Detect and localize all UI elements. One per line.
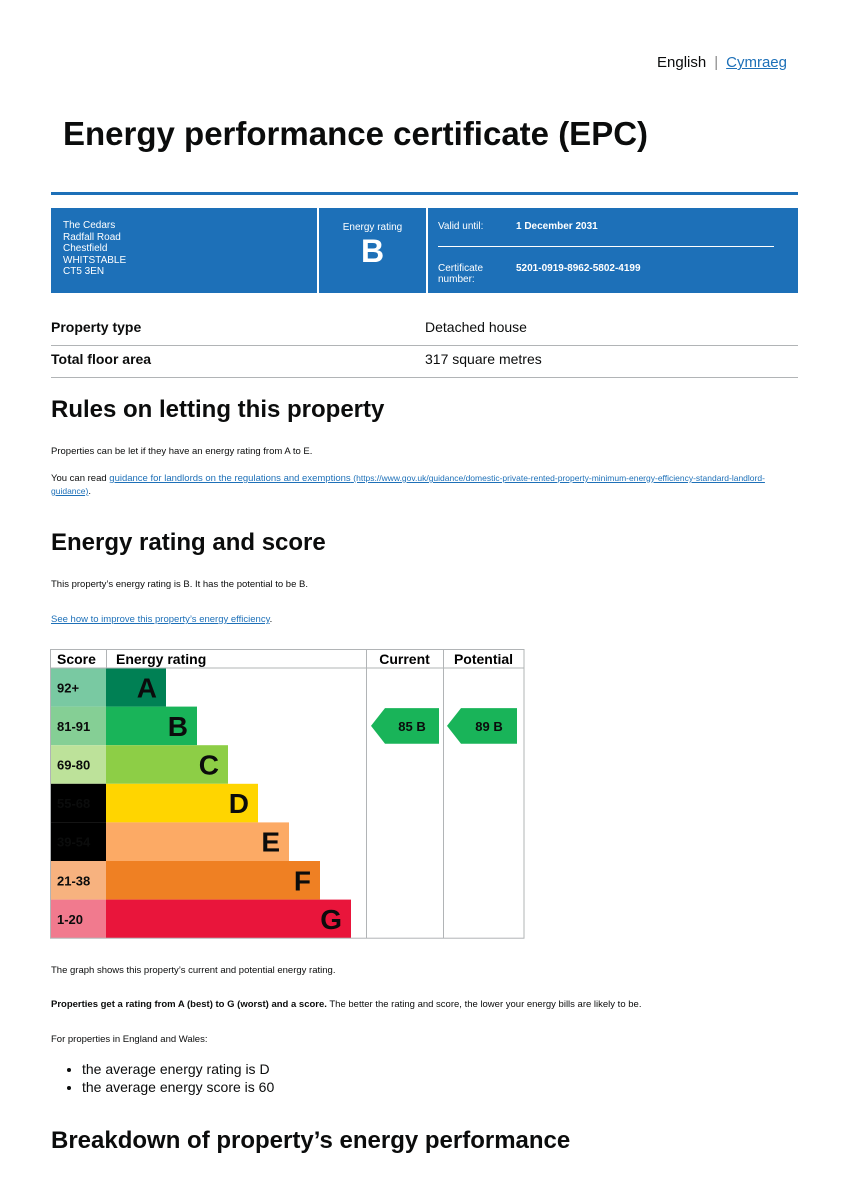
address-line: WHITSTABLE	[63, 254, 127, 266]
address-line: Chestfield	[63, 243, 108, 254]
title-divider	[51, 192, 798, 195]
property-type-label: Property type	[51, 319, 142, 335]
letting-text: Properties can be let if they have an energy rating from A to E.	[51, 446, 313, 457]
rating-text: This property’s energy rating is B. It has the potential to be B.	[51, 579, 308, 590]
score-range-f: 21-38	[57, 873, 91, 889]
energy-rating-header: Energy rating	[116, 651, 207, 667]
breakdown-heading: Breakdown of property’s energy performance	[51, 1127, 571, 1154]
score-header: Score	[57, 651, 96, 667]
score-range-d: 55-68	[57, 796, 91, 812]
valid-until-label: Valid until:	[438, 221, 484, 232]
rating-heading: Energy rating and score	[51, 529, 326, 556]
graph-note: The graph shows this property’s current and potential energy rating.	[51, 965, 336, 976]
certificate-label: Certificate number:	[438, 263, 484, 285]
letting-suffix: .	[88, 486, 91, 497]
landlord-guidance-url: (https://www.gov.uk/guidance/domestic-private-rented-property-minimum-energy-efficiency-standard-landlord-guidance)	[51, 473, 765, 496]
floor-area-row	[51, 345, 798, 378]
energy-rating-label: Energy rating	[342, 222, 403, 233]
page-title: Energy performance certificate (EPC)	[63, 115, 649, 152]
band-letter-g: G	[320, 903, 342, 935]
band-letter-e: E	[261, 826, 280, 858]
language-switcher	[657, 54, 787, 71]
potential-rating-label: 89 B	[475, 718, 503, 734]
property-type-value: Detached house	[425, 319, 527, 335]
score-range-e: 39-54	[57, 834, 91, 850]
rating-explanation	[51, 999, 641, 1010]
floor-area-label: Total floor area	[51, 351, 152, 367]
improve-line	[51, 614, 272, 626]
band-letter-b: B	[167, 710, 188, 742]
property-type-row	[51, 313, 798, 346]
band-letter-c: C	[198, 749, 219, 781]
band-letter-d: D	[228, 788, 249, 820]
lang-welsh-link[interactable]: Cymraeg	[726, 54, 787, 71]
lang-separator: |	[714, 54, 719, 71]
current-rating-label: 85 B	[398, 718, 426, 734]
score-range-g: 1-20	[57, 911, 84, 927]
rating-explanation-bold: Properties get a rating from A (best) to G (worst) and a score.	[51, 999, 327, 1010]
improve-suffix: .	[269, 614, 273, 625]
rating-explanation-rest: The better the rating and score, the lower your energy bills are likely to be.	[326, 999, 642, 1010]
score-range-b: 81-91	[57, 718, 91, 734]
address-line: CT5 3EN	[63, 266, 105, 277]
score-range-c: 69-80	[57, 757, 91, 773]
score-range-a: 92+	[57, 680, 80, 696]
improve-efficiency-link[interactable]: See how to improve this property’s energy efficiency	[51, 614, 270, 625]
energy-rating-chart	[50, 649, 526, 946]
letting-guidance	[51, 472, 781, 498]
band-bar-g	[106, 900, 351, 939]
valid-until-value: 1 December 2031	[516, 221, 598, 232]
band-letter-f: F	[293, 865, 311, 897]
england-wales-note: For properties in England and Wales:	[51, 1034, 208, 1045]
current-header: Current	[379, 651, 430, 667]
floor-area-value: 317 square metres	[425, 351, 542, 367]
average-list	[62, 1060, 274, 1096]
average-rating-item: • the average energy rating is D	[82, 1060, 274, 1078]
letting-read-prefix: You can read	[51, 473, 110, 484]
lang-english: English	[657, 54, 707, 71]
band-letter-a: A	[136, 672, 157, 704]
certificate-number: 5201-0919-8962-5802-4199	[516, 263, 641, 274]
letting-heading: Rules on letting this property	[51, 396, 385, 423]
address-line: The Cedars	[63, 220, 116, 231]
band-bar-f	[106, 861, 320, 900]
average-score-item: • the average energy score is 60	[82, 1078, 274, 1096]
address-line: Radfall Road	[63, 231, 121, 243]
energy-rating-cell	[317, 208, 428, 293]
landlord-guidance-link[interactable]	[51, 473, 765, 497]
potential-header: Potential	[453, 651, 514, 667]
energy-rating-svg	[50, 649, 526, 941]
landlord-guidance-link-text: guidance for landlords on the regulations and exemptions	[109, 473, 351, 484]
address	[63, 220, 126, 278]
summary-box	[51, 208, 798, 293]
energy-rating-letter: B	[360, 233, 385, 269]
summary-divider	[438, 246, 774, 247]
